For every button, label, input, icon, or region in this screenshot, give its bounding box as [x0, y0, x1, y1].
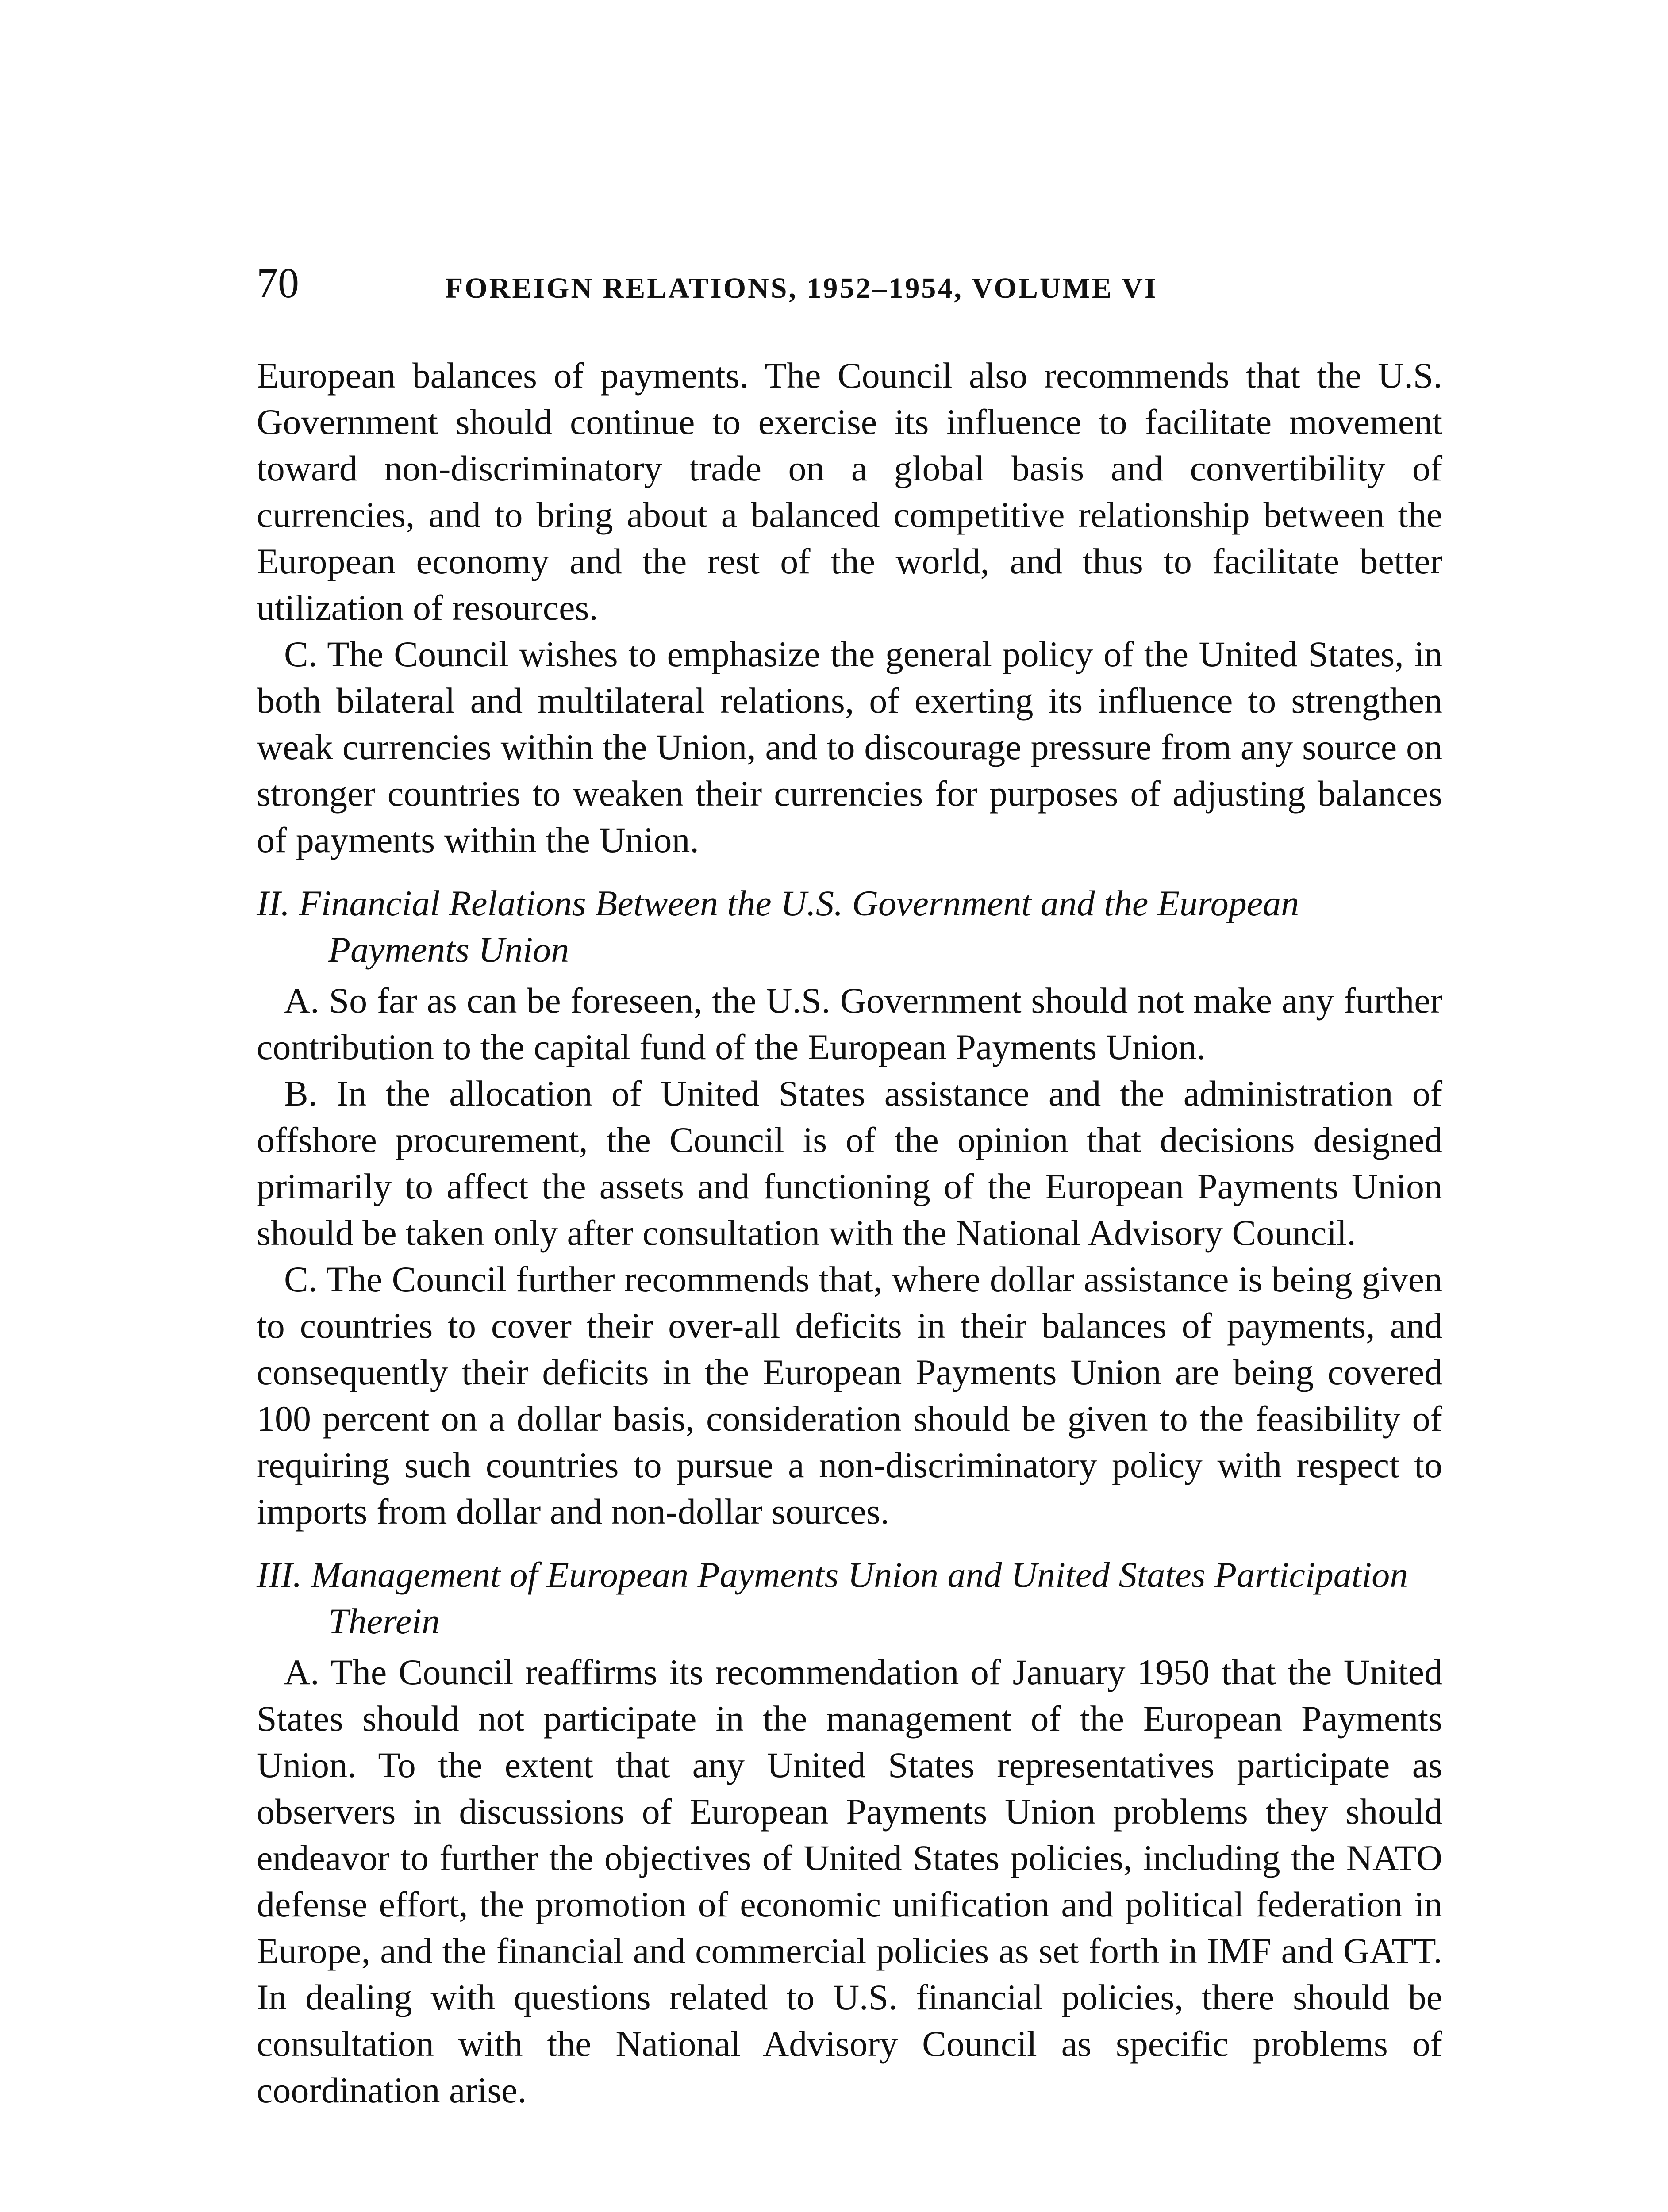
section-heading-iii: III. Management of European Payments Union and United States Participation Therein [257, 1555, 1408, 1641]
document-page [257, 257, 1442, 2113]
paragraph-a-management: A. The Council reaffirms its recommendation of January 1950 that the United States should not participate in the management of the European Payments Union. To the extent that any United States representatives participate as observers in discussions of European Payments Union problems they should endeavor to further the objectives of United States policies, including the NATO defense effort, the promotion of economic unification and political federation in Europe, and the financial and commercial policies as set forth in IMF and GATT. In dealing with questions related to U.S. financial policies, there should be consultation with the National Advisory Council as specific problems of coordination arise. [257, 1652, 1442, 2110]
paragraph-a-capital-fund: A. So far as can be foreseen, the U.S. Government should not make any further contribution to the capital fund of the European Payments Union. [257, 980, 1442, 1067]
section-heading-ii: II. Financial Relations Between the U.S. Government and the European Payments Union [257, 883, 1299, 970]
paragraph-c-general-policy: C. The Council wishes to emphasize the general policy of the United States, in both bilateral and multilateral relations, of exerting its influence to strengthen weak currencies within the Union, and to discourage pressure from any source on stronger countries to weaken their currencies for purposes of adjusting balances of payments within the Union. [257, 634, 1442, 860]
running-title: FOREIGN RELATIONS, 1952–1954, VOLUME VI [445, 272, 1158, 304]
body-text [257, 352, 1442, 2113]
paragraph-b-allocation: B. In the allocation of United States assistance and the administration of offshore procurement, the Council is of the opinion that decisions designed primarily to affect the assets and functioning of the European Payments Union should be taken only after consultation with the National Advisory Council. [257, 1073, 1442, 1253]
paragraph-c-dollar-assistance: C. The Council further recommends that, where dollar assistance is being given to countries to cover their over-all deficits in their balances of payments, and consequently their deficits in the European Payments Union are being covered 100 percent on a dollar basis, consideration should be given to the feasibility of requiring such countries to pursue a non-discriminatory policy with respect to imports from dollar and non-dollar sources. [257, 1259, 1442, 1532]
running-head [257, 257, 1442, 310]
page-number: 70 [257, 259, 299, 307]
paragraph-continuation: European balances of payments. The Council also recommends that the U.S. Government should continue to exercise its influence to facilitate movement toward non-discriminatory trade on a global basis and convertibility of currencies, and to bring about a balanced competitive relationship between the European economy and the rest of the world, and thus to facilitate better utilization of resources. [257, 355, 1442, 628]
